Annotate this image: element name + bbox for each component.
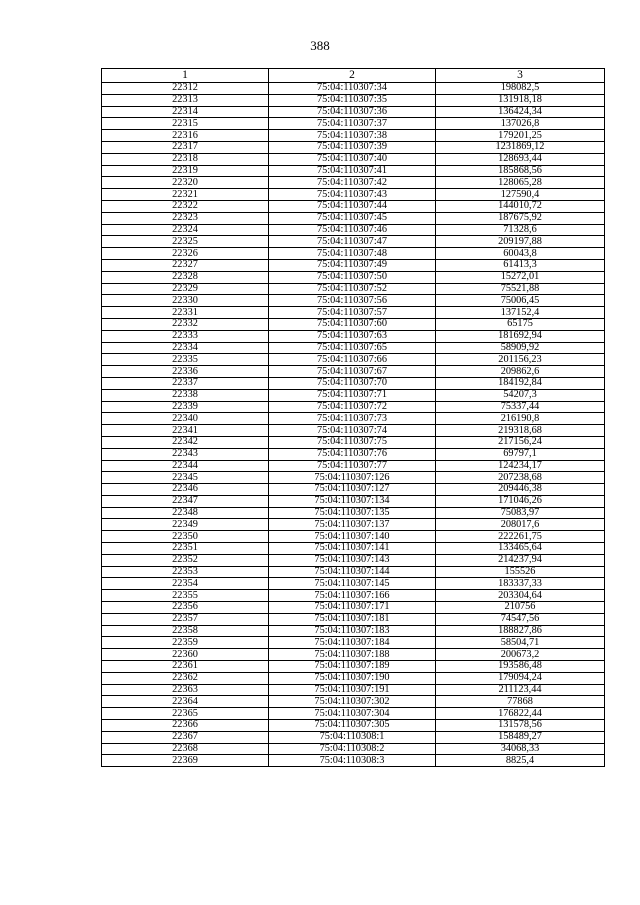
value-cell: 214237,94 — [436, 554, 605, 566]
table-row — [102, 448, 605, 460]
cadastral-number-cell: 75:04:110307:183 — [269, 625, 436, 637]
row-number-cell: 22354 — [102, 578, 269, 590]
row-number-cell: 22333 — [102, 330, 269, 342]
table-row — [102, 130, 605, 142]
value-cell: 133465,64 — [436, 543, 605, 555]
cadastral-number-cell: 75:04:110307:71 — [269, 389, 436, 401]
row-number-cell: 22367 — [102, 731, 269, 743]
row-number-cell: 22323 — [102, 212, 269, 224]
row-number-cell: 22351 — [102, 543, 269, 555]
cadastral-number-cell: 75:04:110307:77 — [269, 460, 436, 472]
value-cell: 75337,44 — [436, 401, 605, 413]
row-number-cell: 22357 — [102, 613, 269, 625]
row-number-cell: 22364 — [102, 696, 269, 708]
value-cell: 34068,33 — [436, 743, 605, 755]
cadastral-number-cell: 75:04:110307:46 — [269, 224, 436, 236]
table-row — [102, 283, 605, 295]
row-number-cell: 22346 — [102, 484, 269, 496]
page-number: 388 — [310, 38, 330, 53]
row-number-cell: 22334 — [102, 342, 269, 354]
table-row — [102, 177, 605, 189]
value-cell: 54207,3 — [436, 389, 605, 401]
row-number-cell: 22317 — [102, 141, 269, 153]
table-row — [102, 224, 605, 236]
row-number-cell: 22335 — [102, 354, 269, 366]
cadastral-number-cell: 75:04:110307:56 — [269, 295, 436, 307]
row-number-cell: 22369 — [102, 755, 269, 767]
row-number-cell: 22325 — [102, 236, 269, 248]
cadastral-number-cell: 75:04:110307:42 — [269, 177, 436, 189]
table-row — [102, 696, 605, 708]
row-number-cell: 22338 — [102, 389, 269, 401]
table-row — [102, 625, 605, 637]
table-row — [102, 118, 605, 130]
table-row — [102, 637, 605, 649]
value-cell: 75006,45 — [436, 295, 605, 307]
cadastral-number-cell: 75:04:110307:43 — [269, 189, 436, 201]
value-cell: 131578,56 — [436, 720, 605, 732]
row-number-cell: 22368 — [102, 743, 269, 755]
row-number-cell: 22358 — [102, 625, 269, 637]
cadastral-number-cell: 75:04:110307:41 — [269, 165, 436, 177]
row-number-cell: 22352 — [102, 554, 269, 566]
table-row — [102, 661, 605, 673]
cadastral-number-cell: 75:04:110307:144 — [269, 566, 436, 578]
row-number-cell: 22314 — [102, 106, 269, 118]
table-row — [102, 83, 605, 95]
row-number-cell: 22324 — [102, 224, 269, 236]
cadastral-number-cell: 75:04:110307:181 — [269, 613, 436, 625]
table-row — [102, 472, 605, 484]
row-number-cell: 22318 — [102, 153, 269, 165]
cadastral-number-cell: 75:04:110307:38 — [269, 130, 436, 142]
cadastral-number-cell: 75:04:110307:45 — [269, 212, 436, 224]
table-row — [102, 460, 605, 472]
table-row — [102, 590, 605, 602]
value-cell: 181692,94 — [436, 330, 605, 342]
row-number-cell: 22313 — [102, 94, 269, 106]
table-row — [102, 602, 605, 614]
table-row — [102, 531, 605, 543]
value-cell: 131918,18 — [436, 94, 605, 106]
table-row — [102, 200, 605, 212]
value-cell: 179094,24 — [436, 672, 605, 684]
table-row — [102, 755, 605, 767]
cadastral-number-cell: 75:04:110307:141 — [269, 543, 436, 555]
row-number-cell: 22345 — [102, 472, 269, 484]
table-row — [102, 236, 605, 248]
value-cell: 198082,5 — [436, 83, 605, 95]
value-cell: 128065,28 — [436, 177, 605, 189]
cadastral-number-cell: 75:04:110307:126 — [269, 472, 436, 484]
value-cell: 65175 — [436, 318, 605, 330]
row-number-cell: 22341 — [102, 425, 269, 437]
cadastral-number-cell: 75:04:110307:188 — [269, 649, 436, 661]
table-row — [102, 401, 605, 413]
value-cell: 203304,64 — [436, 590, 605, 602]
value-cell: 127590,4 — [436, 189, 605, 201]
row-number-cell: 22337 — [102, 377, 269, 389]
value-cell: 188827,86 — [436, 625, 605, 637]
column-header-3: 3 — [436, 69, 605, 83]
value-cell: 201156,23 — [436, 354, 605, 366]
value-cell: 136424,34 — [436, 106, 605, 118]
column-header-2: 2 — [269, 69, 436, 83]
cadastral-number-cell: 75:04:110307:140 — [269, 531, 436, 543]
row-number-cell: 22332 — [102, 318, 269, 330]
cadastral-number-cell: 75:04:110307:44 — [269, 200, 436, 212]
cadastral-number-cell: 75:04:110307:127 — [269, 484, 436, 496]
value-cell: 137026,8 — [436, 118, 605, 130]
cadastral-number-cell: 75:04:110307:67 — [269, 366, 436, 378]
row-number-cell: 22319 — [102, 165, 269, 177]
row-number-cell: 22339 — [102, 401, 269, 413]
cadastral-number-cell: 75:04:110307:302 — [269, 696, 436, 708]
table-row — [102, 354, 605, 366]
value-cell: 209197,88 — [436, 236, 605, 248]
row-number-cell: 22320 — [102, 177, 269, 189]
value-cell: 128693,44 — [436, 153, 605, 165]
table-row — [102, 413, 605, 425]
value-cell: 217156,24 — [436, 436, 605, 448]
table-row — [102, 684, 605, 696]
row-number-cell: 22322 — [102, 200, 269, 212]
table-row — [102, 248, 605, 260]
value-cell: 124234,17 — [436, 460, 605, 472]
cadastral-number-cell: 75:04:110308:2 — [269, 743, 436, 755]
value-cell: 179201,25 — [436, 130, 605, 142]
row-number-cell: 22321 — [102, 189, 269, 201]
cadastral-number-cell: 75:04:110307:305 — [269, 720, 436, 732]
value-cell: 216190,8 — [436, 413, 605, 425]
value-cell: 58909,92 — [436, 342, 605, 354]
table-row — [102, 165, 605, 177]
row-number-cell: 22344 — [102, 460, 269, 472]
cadastral-number-cell: 75:04:110307:135 — [269, 507, 436, 519]
value-cell: 219318,68 — [436, 425, 605, 437]
value-cell: 211123,44 — [436, 684, 605, 696]
table-row — [102, 495, 605, 507]
cadastral-number-cell: 75:04:110307:50 — [269, 271, 436, 283]
value-cell: 207238,68 — [436, 472, 605, 484]
cadastral-number-cell: 75:04:110308:1 — [269, 731, 436, 743]
table-row — [102, 330, 605, 342]
value-cell: 183337,33 — [436, 578, 605, 590]
cadastral-number-cell: 75:04:110308:3 — [269, 755, 436, 767]
cadastral-number-cell: 75:04:110307:52 — [269, 283, 436, 295]
table-row — [102, 436, 605, 448]
row-number-cell: 22348 — [102, 507, 269, 519]
cadastral-number-cell: 75:04:110307:137 — [269, 519, 436, 531]
cadastral-number-cell: 75:04:110307:65 — [269, 342, 436, 354]
value-cell: 185868,56 — [436, 165, 605, 177]
row-number-cell: 22359 — [102, 637, 269, 649]
cadastral-number-cell: 75:04:110307:37 — [269, 118, 436, 130]
value-cell: 184192,84 — [436, 377, 605, 389]
value-cell: 137152,4 — [436, 307, 605, 319]
value-cell: 71328,6 — [436, 224, 605, 236]
cadastral-number-cell: 75:04:110307:166 — [269, 590, 436, 602]
table-row — [102, 295, 605, 307]
cadastral-number-cell: 75:04:110307:60 — [269, 318, 436, 330]
table-row — [102, 425, 605, 437]
table-row — [102, 708, 605, 720]
table-row — [102, 743, 605, 755]
value-cell: 193586,48 — [436, 661, 605, 673]
value-cell: 75083,97 — [436, 507, 605, 519]
table-row — [102, 613, 605, 625]
value-cell: 144010,72 — [436, 200, 605, 212]
value-cell: 171046,26 — [436, 495, 605, 507]
table-row — [102, 271, 605, 283]
cadastral-number-cell: 75:04:110307:48 — [269, 248, 436, 260]
cadastral-number-cell: 75:04:110307:73 — [269, 413, 436, 425]
header-row — [102, 69, 605, 83]
row-number-cell: 22355 — [102, 590, 269, 602]
value-cell: 209446,38 — [436, 484, 605, 496]
row-number-cell: 22336 — [102, 366, 269, 378]
row-number-cell: 22349 — [102, 519, 269, 531]
row-number-cell: 22340 — [102, 413, 269, 425]
value-cell: 155526 — [436, 566, 605, 578]
table-row — [102, 389, 605, 401]
row-number-cell: 22360 — [102, 649, 269, 661]
table-row — [102, 318, 605, 330]
table-row — [102, 484, 605, 496]
cadastral-number-cell: 75:04:110307:143 — [269, 554, 436, 566]
row-number-cell: 22316 — [102, 130, 269, 142]
cadastral-number-cell: 75:04:110307:72 — [269, 401, 436, 413]
cadastral-number-cell: 75:04:110307:145 — [269, 578, 436, 590]
cadastral-number-cell: 75:04:110307:36 — [269, 106, 436, 118]
table-row — [102, 342, 605, 354]
table-row — [102, 153, 605, 165]
value-cell: 208017,6 — [436, 519, 605, 531]
row-number-cell: 22350 — [102, 531, 269, 543]
row-number-cell: 22329 — [102, 283, 269, 295]
row-number-cell: 22362 — [102, 672, 269, 684]
table-row — [102, 94, 605, 106]
cadastral-number-cell: 75:04:110307:35 — [269, 94, 436, 106]
table-row — [102, 307, 605, 319]
value-cell: 75521,88 — [436, 283, 605, 295]
row-number-cell: 22342 — [102, 436, 269, 448]
row-number-cell: 22343 — [102, 448, 269, 460]
row-number-cell: 22365 — [102, 708, 269, 720]
table-row — [102, 649, 605, 661]
cadastral-number-cell: 75:04:110307:66 — [269, 354, 436, 366]
value-cell: 74547,56 — [436, 613, 605, 625]
value-cell: 60043,8 — [436, 248, 605, 260]
table-body — [102, 83, 605, 767]
cadastral-number-cell: 75:04:110307:190 — [269, 672, 436, 684]
value-cell: 8825,4 — [436, 755, 605, 767]
table-row — [102, 259, 605, 271]
table-row — [102, 377, 605, 389]
row-number-cell: 22347 — [102, 495, 269, 507]
cadastral-number-cell: 75:04:110307:191 — [269, 684, 436, 696]
value-cell: 58504,71 — [436, 637, 605, 649]
value-cell: 61413,3 — [436, 259, 605, 271]
row-number-cell: 22330 — [102, 295, 269, 307]
cadastral-number-cell: 75:04:110307:171 — [269, 602, 436, 614]
cadastral-number-cell: 75:04:110307:189 — [269, 661, 436, 673]
table-row — [102, 519, 605, 531]
value-cell: 15272,01 — [436, 271, 605, 283]
row-number-cell: 22331 — [102, 307, 269, 319]
row-number-cell: 22366 — [102, 720, 269, 732]
cadastral-number-cell: 75:04:110307:40 — [269, 153, 436, 165]
cadastral-number-cell: 75:04:110307:134 — [269, 495, 436, 507]
column-header-1: 1 — [102, 69, 269, 83]
table-row — [102, 720, 605, 732]
value-cell: 209862,6 — [436, 366, 605, 378]
cadastral-number-cell: 75:04:110307:57 — [269, 307, 436, 319]
row-number-cell: 22326 — [102, 248, 269, 260]
table-row — [102, 731, 605, 743]
cadastral-number-cell: 75:04:110307:75 — [269, 436, 436, 448]
table-row — [102, 543, 605, 555]
cadastral-number-cell: 75:04:110307:304 — [269, 708, 436, 720]
row-number-cell: 22315 — [102, 118, 269, 130]
value-cell: 200673,2 — [436, 649, 605, 661]
row-number-cell: 22356 — [102, 602, 269, 614]
value-cell: 222261,75 — [436, 531, 605, 543]
table-row — [102, 189, 605, 201]
value-cell: 77868 — [436, 696, 605, 708]
table-row — [102, 578, 605, 590]
table-row — [102, 507, 605, 519]
value-cell: 187675,92 — [436, 212, 605, 224]
table-row — [102, 141, 605, 153]
value-cell: 69797,1 — [436, 448, 605, 460]
row-number-cell: 22363 — [102, 684, 269, 696]
cadastral-number-cell: 75:04:110307:34 — [269, 83, 436, 95]
table-row — [102, 366, 605, 378]
cadastral-number-cell: 75:04:110307:76 — [269, 448, 436, 460]
data-table — [101, 68, 605, 767]
cadastral-number-cell: 75:04:110307:49 — [269, 259, 436, 271]
table-row — [102, 672, 605, 684]
row-number-cell: 22312 — [102, 83, 269, 95]
row-number-cell: 22353 — [102, 566, 269, 578]
row-number-cell: 22328 — [102, 271, 269, 283]
cadastral-number-cell: 75:04:110307:74 — [269, 425, 436, 437]
cadastral-number-cell: 75:04:110307:70 — [269, 377, 436, 389]
value-cell: 210756 — [436, 602, 605, 614]
table-row — [102, 212, 605, 224]
cadastral-number-cell: 75:04:110307:47 — [269, 236, 436, 248]
value-cell: 158489,27 — [436, 731, 605, 743]
value-cell: 176822,44 — [436, 708, 605, 720]
table-row — [102, 106, 605, 118]
table-row — [102, 554, 605, 566]
cadastral-number-cell: 75:04:110307:63 — [269, 330, 436, 342]
cadastral-number-cell: 75:04:110307:39 — [269, 141, 436, 153]
row-number-cell: 22361 — [102, 661, 269, 673]
cadastral-number-cell: 75:04:110307:184 — [269, 637, 436, 649]
table-row — [102, 566, 605, 578]
row-number-cell: 22327 — [102, 259, 269, 271]
value-cell: 1231869,12 — [436, 141, 605, 153]
